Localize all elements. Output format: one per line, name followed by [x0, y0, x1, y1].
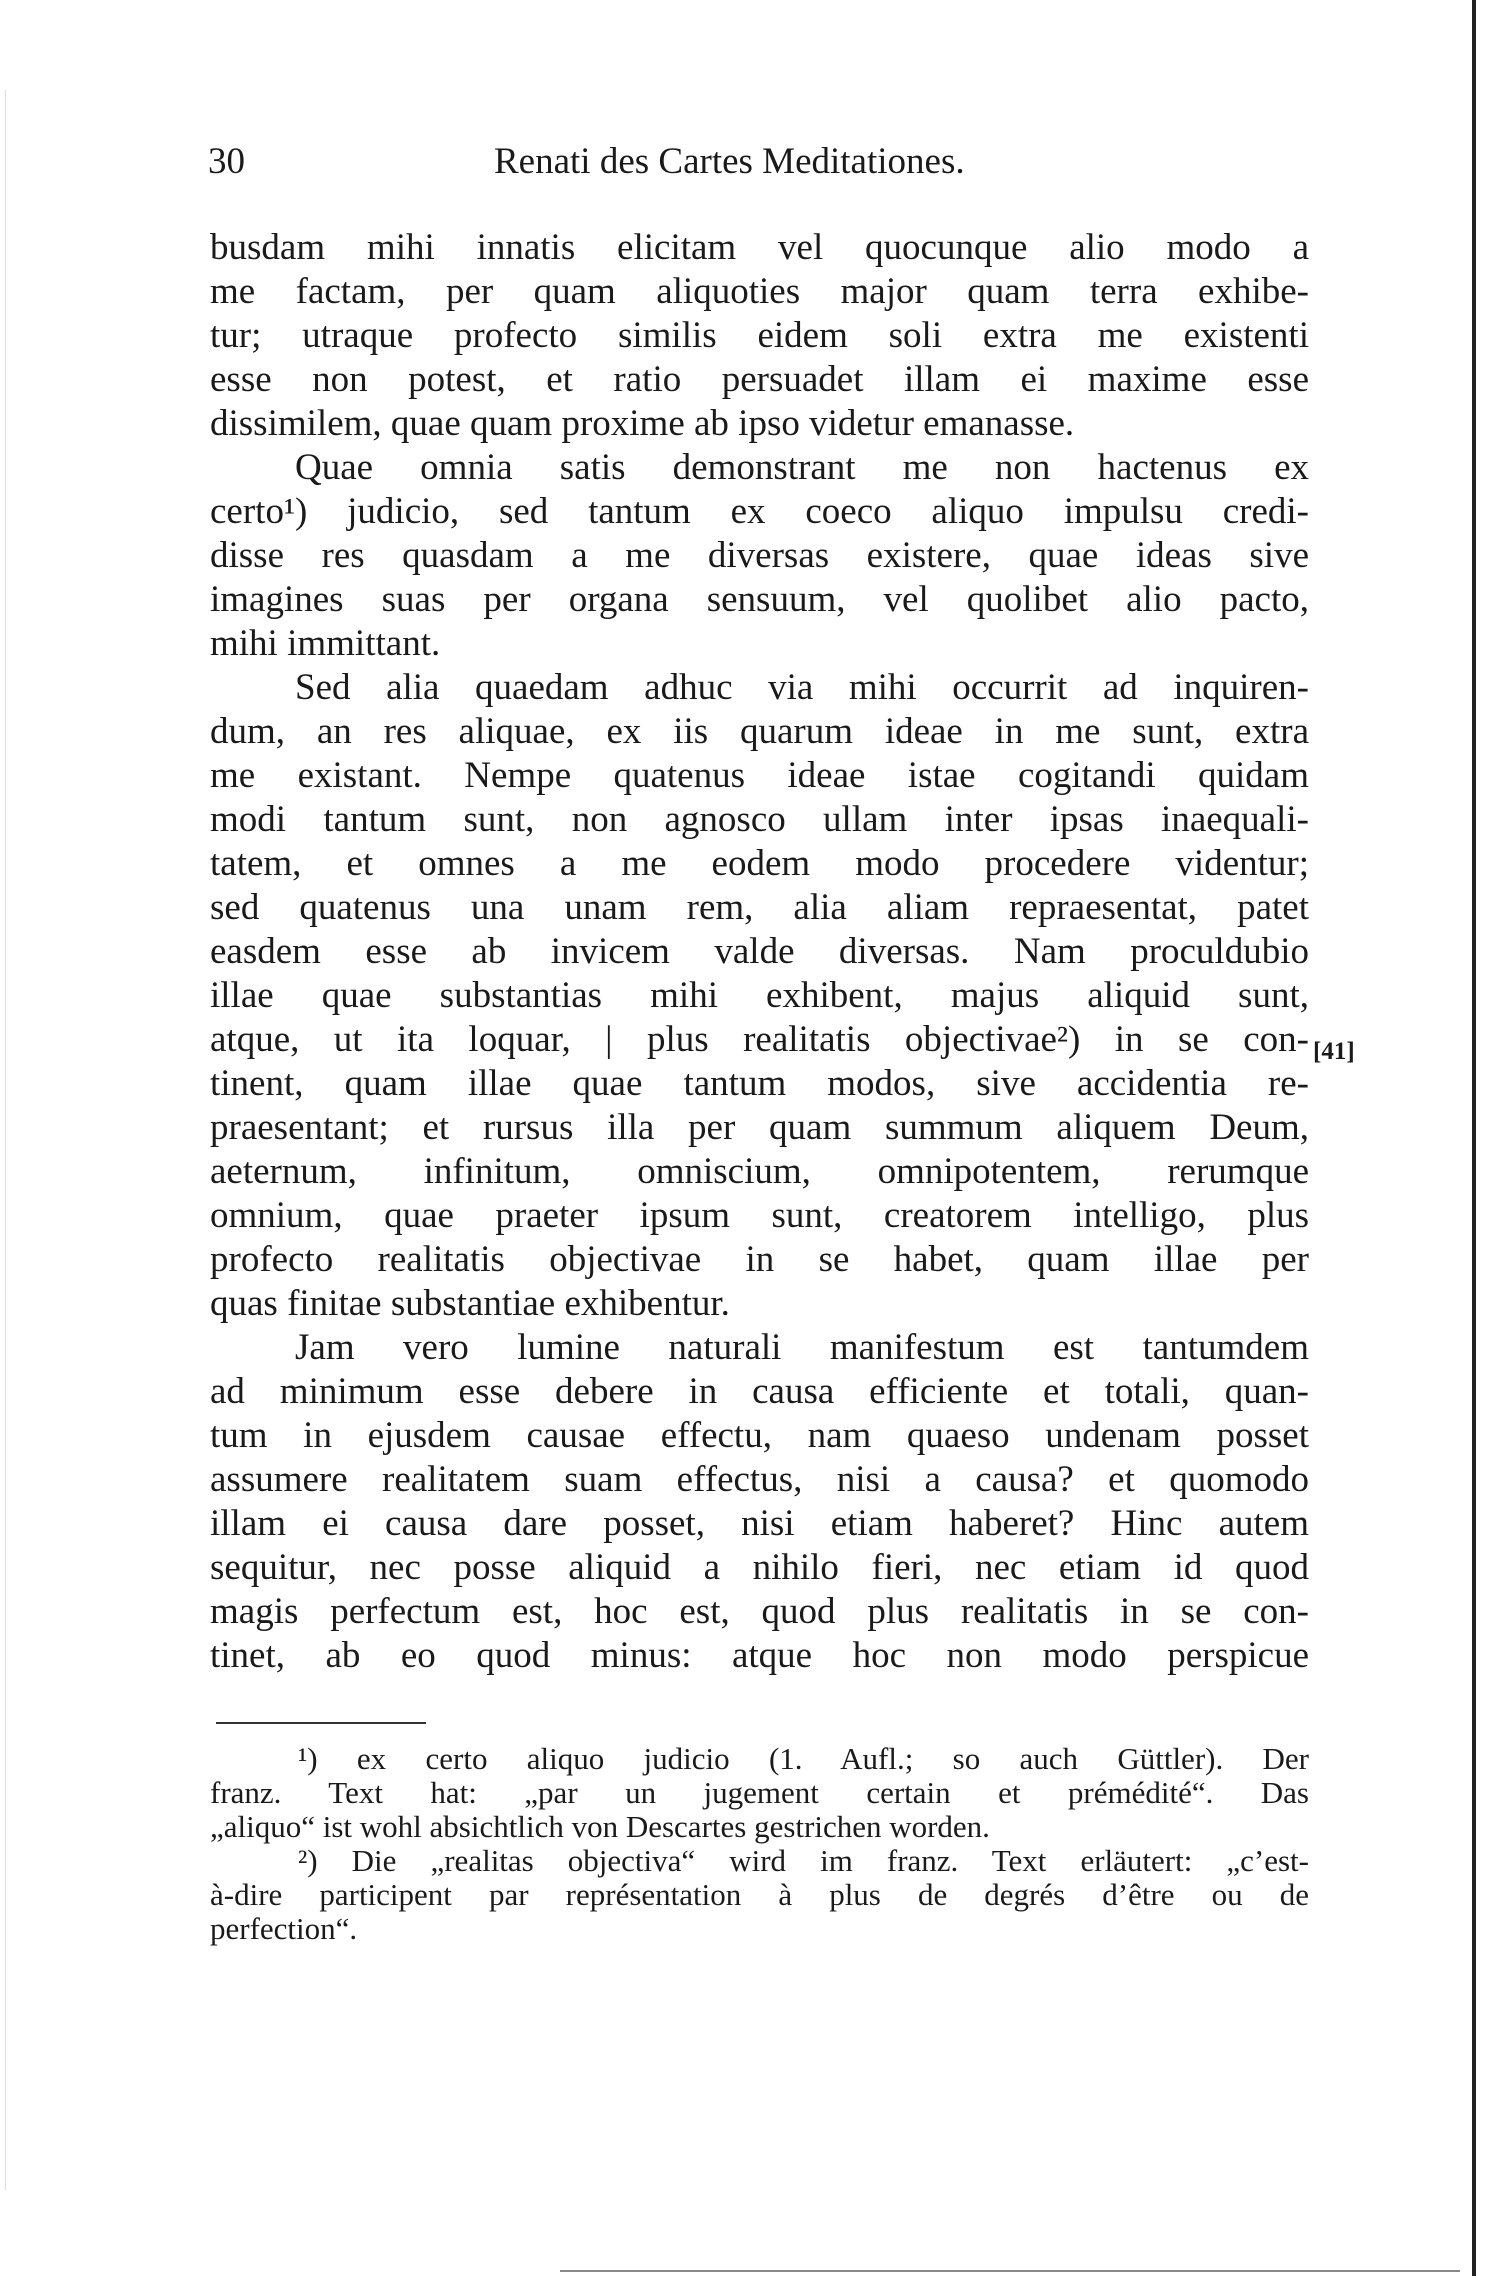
text-line: disse res quasdam a me diversas existere, quae ideas sive	[210, 535, 1309, 576]
footnote-line: à-dire participent par représentation à plus de degrés d’être ou de	[210, 1877, 1309, 1912]
margin-page-reference: [41]	[1313, 1038, 1355, 1065]
text-line: certo¹) judicio, sed tantum ex coeco aliquo impulsu credi-	[210, 491, 1309, 532]
text-line: Sed alia quaedam adhuc via mihi occurrit ad inquiren-	[295, 667, 1309, 708]
main-text	[210, 226, 1309, 1678]
text-line: tatem, et omnes a me eodem modo procedere videntur;	[210, 843, 1309, 884]
footnote-line: ²) Die „realitas objectiva“ wird im franz. Text erläutert: „c’est-	[298, 1843, 1309, 1878]
text-line: me existant. Nempe quatenus ideae istae cogitandi quidam	[210, 755, 1309, 796]
page-binding-edge	[1468, 0, 1486, 2276]
text-line: magis perfectum est, hoc est, quod plus realitatis in se con-	[210, 1591, 1309, 1632]
text-line: tinet, ab eo quod minus: atque hoc non modo perspicue	[210, 1635, 1309, 1676]
footnote-line: perfection“.	[210, 1911, 358, 1946]
footnote-line: ¹) ex certo aliquo judicio (1. Aufl.; so auch Güttler). Der	[298, 1741, 1309, 1776]
footnotes	[210, 1742, 1309, 1946]
text-line: sed quatenus una unam rem, alia aliam repraesentat, patet	[210, 887, 1309, 928]
text-line: tur; utraque profecto similis eidem soli extra me existenti	[210, 315, 1309, 356]
footnote-line: franz. Text hat: „par un jugement certain et prémédité“. Das	[210, 1775, 1309, 1810]
text-line: Quae omnia satis demonstrant me non hactenus ex	[295, 447, 1309, 488]
scan-edge-mark	[5, 90, 6, 2190]
text-line: omnium, quae praeter ipsum sunt, creatorem intelligo, plus	[210, 1195, 1309, 1236]
text-line: illae quae substantias mihi exhibent, majus aliquid sunt,	[210, 975, 1309, 1016]
page-number: 30	[208, 141, 245, 182]
text-line: mihi immittant.	[210, 623, 441, 664]
text-line: quas finitae substantiae exhibentur.	[210, 1283, 730, 1324]
running-title: Renati des Cartes Meditationes.	[494, 141, 965, 182]
binding-edge-line	[1472, 0, 1476, 2276]
text-line: sequitur, nec posse aliquid a nihilo fieri, nec etiam id quod	[210, 1547, 1309, 1588]
text-line: esse non potest, et ratio persuadet illam ei maxime esse	[210, 359, 1309, 400]
text-line: assumere realitatem suam effectus, nisi a causa? et quomodo	[210, 1459, 1309, 1500]
text-line: dissimilem, quae quam proxime ab ipso videtur emanasse.	[210, 403, 1075, 444]
text-line: atque, ut ita loquar, | plus realitatis objectivae²) in se con-	[210, 1019, 1309, 1060]
text-line: profecto realitatis objectivae in se habet, quam illae per	[210, 1239, 1309, 1280]
text-line: busdam mihi innatis elicitam vel quocunque alio modo a	[210, 227, 1309, 268]
text-line: modi tantum sunt, non agnosco ullam inter ipsas inaequali-	[210, 799, 1309, 840]
text-line: easdem esse ab invicem valde diversas. Nam proculdubio	[210, 931, 1309, 972]
text-line: ad minimum esse debere in causa efficiente et totali, quan-	[210, 1371, 1309, 1412]
text-line: aeternum, infinitum, omniscium, omnipotentem, rerumque	[210, 1151, 1309, 1192]
text-line: dum, an res aliquae, ex iis quarum ideae in me sunt, extra	[210, 711, 1309, 752]
text-line: me factam, per quam aliquoties major quam terra exhibe-	[210, 271, 1309, 312]
text-line: illam ei causa dare posset, nisi etiam haberet? Hinc autem	[210, 1503, 1309, 1544]
text-line: praesentant; et rursus illa per quam summum aliquem Deum,	[210, 1107, 1309, 1148]
bottom-edge-line	[560, 2270, 1460, 2272]
footnote-line: „aliquo“ ist wohl absichtlich von Descartes gestrichen worden.	[210, 1809, 990, 1844]
text-line: tinent, quam illae quae tantum modos, sive accidentia re-	[210, 1063, 1309, 1104]
text-line: imagines suas per organa sensuum, vel quolibet alio pacto,	[210, 579, 1309, 620]
footnote-divider	[216, 1722, 426, 1724]
text-line: Jam vero lumine naturali manifestum est tantumdem	[295, 1327, 1309, 1368]
text-line: tum in ejusdem causae effectu, nam quaeso undenam posset	[210, 1415, 1309, 1456]
